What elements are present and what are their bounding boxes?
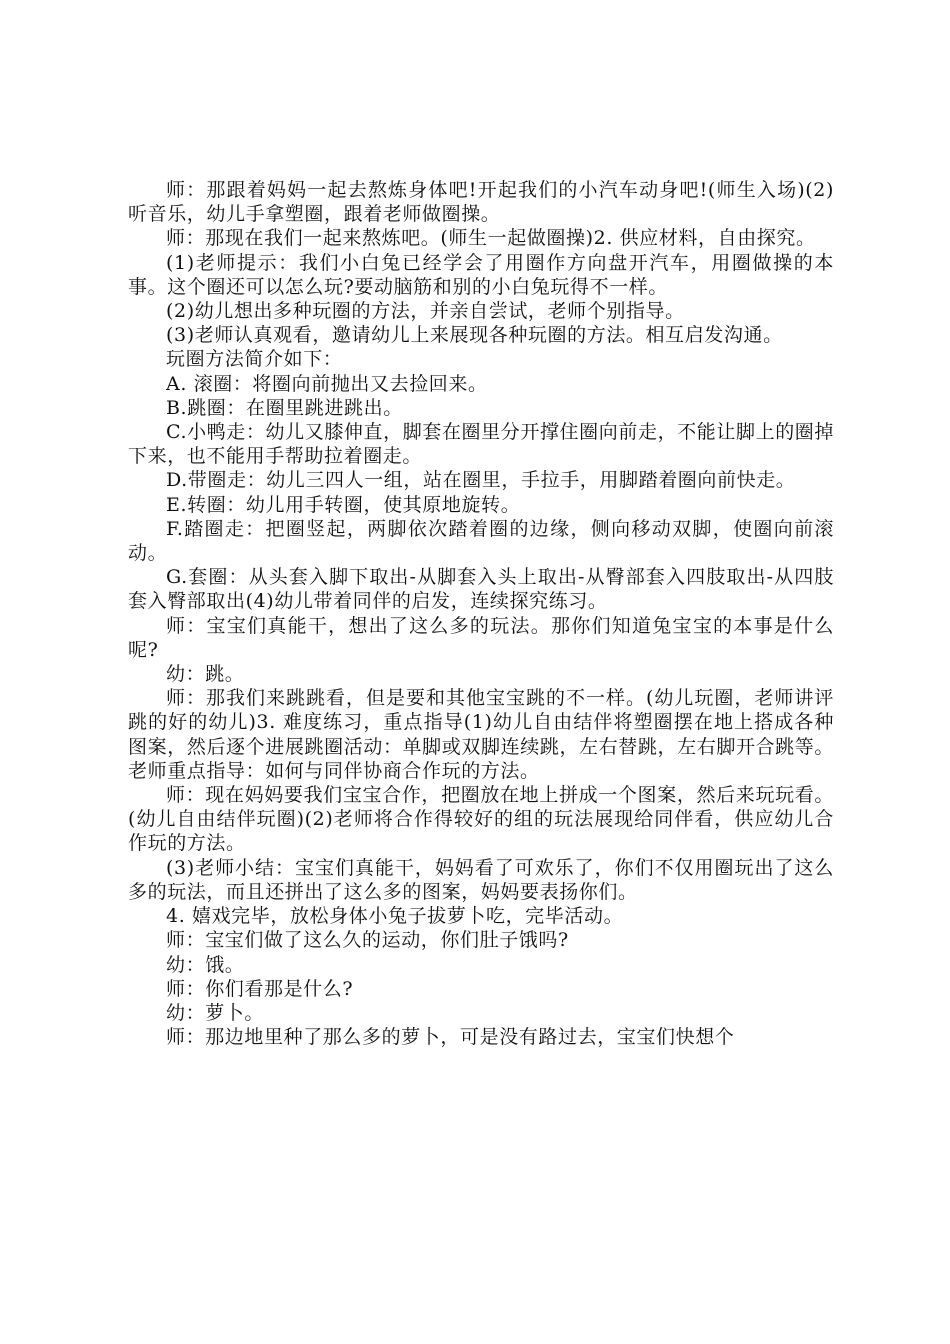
paragraph: 师：那边地里种了那么多的萝卜，可是没有路过去，宝宝们快想个 [166,1026,735,1049]
paragraph: E.转圈：幼儿用手转圈，使其原地旋转。 [166,493,521,516]
paragraph: (3)老师认真观看，邀请幼儿上来展现各种玩圈的方法。相互启发沟通。 [166,324,783,347]
paragraph: 师：现在妈妈要我们宝宝合作，把圈放在地上拼成一个图案，然后来玩玩看。(幼儿自由结伴玩圈)(2)老师将合作得较好的组的玩法展现给同伴看，供应幼儿合作玩的方法。 [128,784,834,855]
paragraph: 师：那我们来跳跳看，但是要和其他宝宝跳的不一样。(幼儿玩圈，老师讲评跳的好的幼儿)3. 难度练习，重点指导(1)幼儿自由结伴将塑圈摆在地上搭成各种图案，然后逐个进展跳圈活动：单脚或双脚连续跳，左右替跳，左右脚开合跳等。老师重点指导：如何与同伴协商合作玩的方法。 [128,687,834,782]
paragraph: 师：宝宝们真能干，想出了这么多的玩法。那你们知道兔宝宝的本事是什么呢? [128,614,834,661]
paragraph: 师：你们看那是什么? [166,977,354,1000]
paragraph: 4. 嬉戏完毕，放松身体小兔子拔萝卜吃，完毕活动。 [166,905,624,928]
paragraph: 师：那跟着妈妈一起去熬炼身体吧!开起我们的小汽车动身吧!(师生入场)(2)听音乐，幼儿手拿塑圈，跟着老师做圈操。 [128,179,834,226]
document-body [128,178,834,1049]
paragraph: 玩圈方法简介如下： [166,348,343,371]
paragraph: 师：那现在我们一起来熬炼吧。(师生一起做圈操)2. 供应材料，自由探究。 [166,227,816,250]
paragraph: F.踏圈走：把圈竖起，两脚依次踏着圈的边缘，侧向移动双脚，使圈向前滚动。 [128,517,834,565]
paragraph: C.小鸭走：幼儿又膝伸直，脚套在圈里分开撑住圈向前走，不能让脚上的圈掉下来，也不能用手帮助拉着圈走。 [128,421,834,468]
paragraph: 幼：跳。 [166,663,245,686]
paragraph: D.带圈走：幼儿三四人一组，站在圈里，手拉手，用脚踏着圈向前快走。 [166,469,796,492]
paragraph: G.套圈：从头套入脚下取出-从脚套入头上取出-从臀部套入四肢取出-从四肢套入臀部取出(4)幼儿带着同伴的启发，连续探究练习。 [128,566,834,613]
paragraph: B.跳圈：在圈里跳进跳出。 [166,396,403,419]
paragraph: 幼：萝卜。 [166,1001,265,1024]
paragraph: (1)老师提示：我们小白兔已经学会了用圈作方向盘开汽车，用圈做操的本事。这个圈还可以怎么玩?要动脑筋和别的小白兔玩得不一样。 [128,251,834,298]
paragraph: (2)幼儿想出多种玩圈的方法，并亲自尝试，老师个别指导。 [166,300,685,323]
paragraph: A. 滚圈：将圈向前抛出又去捡回来。 [166,372,488,395]
paragraph: 幼：饿。 [166,953,245,976]
paragraph: 师：宝宝们做了这么久的运动，你们肚子饿吗? [166,929,569,952]
paragraph: (3)老师小结：宝宝们真能干，妈妈看了可欢乐了，你们不仅用圈玩出了这么多的玩法，而且还拼出了这么多的图案，妈妈要表扬你们。 [128,856,834,903]
